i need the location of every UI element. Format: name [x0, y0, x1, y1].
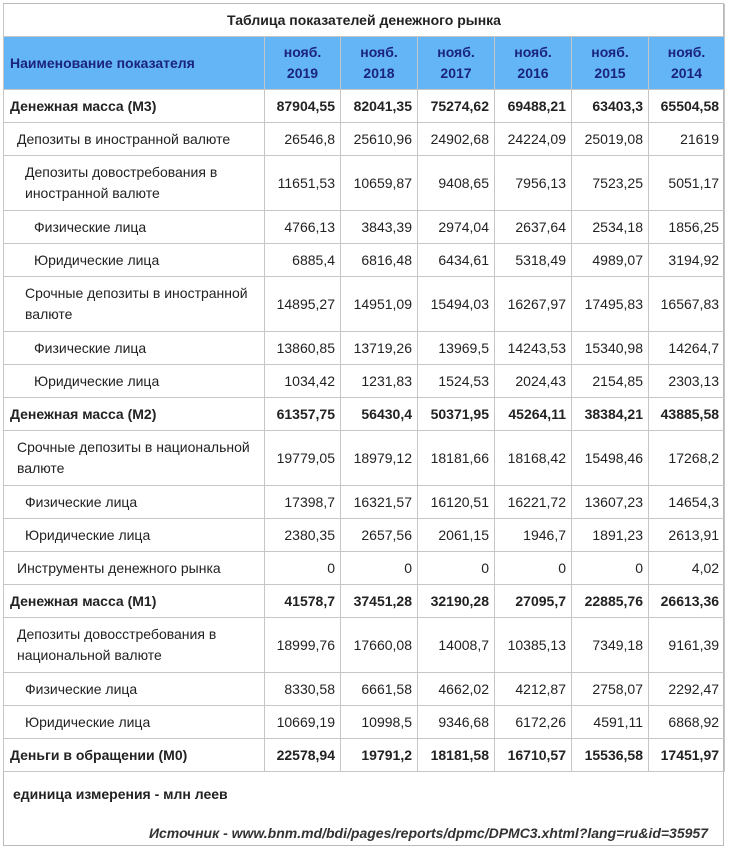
row-value: 13969,5	[418, 332, 495, 365]
row-value: 16221,72	[495, 486, 572, 519]
table-row	[4, 332, 725, 365]
row-value: 7523,25	[572, 156, 649, 211]
row-value: 2758,07	[572, 673, 649, 706]
row-value: 4212,87	[495, 673, 572, 706]
row-value: 0	[341, 552, 418, 585]
row-value: 5318,49	[495, 244, 572, 277]
row-value: 2637,64	[495, 211, 572, 244]
row-label: Депозиты довосстребования в национальной валюте	[4, 618, 265, 673]
header-col-2: нояб. 2018	[341, 37, 418, 90]
table-row	[4, 211, 725, 244]
table-container	[3, 3, 724, 846]
row-value: 26546,8	[265, 123, 341, 156]
row-value: 0	[572, 552, 649, 585]
row-value: 1034,42	[265, 365, 341, 398]
row-value: 45264,11	[495, 398, 572, 431]
row-value: 16120,51	[418, 486, 495, 519]
table-row	[4, 156, 725, 211]
row-value: 17451,97	[649, 739, 725, 772]
row-label: Физические лица	[4, 332, 265, 365]
row-value: 6434,61	[418, 244, 495, 277]
row-label: Юридические лица	[4, 365, 265, 398]
row-value: 6885,4	[265, 244, 341, 277]
row-label: Юридические лица	[4, 706, 265, 739]
row-value: 10385,13	[495, 618, 572, 673]
row-value: 16567,83	[649, 277, 725, 332]
row-value: 17268,2	[649, 431, 725, 486]
row-value: 14951,09	[341, 277, 418, 332]
row-label: Денежная масса (М3)	[4, 90, 265, 123]
table-row	[4, 486, 725, 519]
row-value: 5051,17	[649, 156, 725, 211]
row-value: 2154,85	[572, 365, 649, 398]
row-label: Физические лица	[4, 211, 265, 244]
row-label: Юридические лица	[4, 519, 265, 552]
row-value: 7349,18	[572, 618, 649, 673]
row-value: 18979,12	[341, 431, 418, 486]
row-value: 82041,35	[341, 90, 418, 123]
source-note: Источник - www.bnm.md/bdi/pages/reports/dpmc/DPMC3.xhtml?lang=ru&id=35957	[148, 825, 708, 841]
row-value: 18181,66	[418, 431, 495, 486]
row-value: 14264,7	[649, 332, 725, 365]
row-value: 14895,27	[265, 277, 341, 332]
row-value: 15498,46	[572, 431, 649, 486]
row-value: 2613,91	[649, 519, 725, 552]
row-value: 8330,58	[265, 673, 341, 706]
row-value: 16321,57	[341, 486, 418, 519]
row-value: 2292,47	[649, 673, 725, 706]
header-col-3: нояб. 2017	[418, 37, 495, 90]
table-row	[4, 244, 725, 277]
row-value: 22578,94	[265, 739, 341, 772]
row-value: 24224,09	[495, 123, 572, 156]
header-col-6: нояб. 2014	[649, 37, 725, 90]
row-value: 1946,7	[495, 519, 572, 552]
table-row	[4, 123, 725, 156]
row-value: 17495,83	[572, 277, 649, 332]
row-label: Денежная масса (М1)	[4, 585, 265, 618]
row-label: Физические лица	[4, 486, 265, 519]
table-row	[4, 618, 725, 673]
row-value: 6661,58	[341, 673, 418, 706]
row-value: 4591,11	[572, 706, 649, 739]
table-row	[4, 277, 725, 332]
row-value: 2061,15	[418, 519, 495, 552]
row-value: 6816,48	[341, 244, 418, 277]
row-value: 10669,19	[265, 706, 341, 739]
row-value: 21619	[649, 123, 725, 156]
table-row	[4, 585, 725, 618]
row-value: 3843,39	[341, 211, 418, 244]
row-value: 6868,92	[649, 706, 725, 739]
row-value: 50371,95	[418, 398, 495, 431]
row-value: 61357,75	[265, 398, 341, 431]
row-value: 4989,07	[572, 244, 649, 277]
row-value: 15340,98	[572, 332, 649, 365]
row-value: 65504,58	[649, 90, 725, 123]
row-value: 25019,08	[572, 123, 649, 156]
table-row	[4, 519, 725, 552]
row-value: 15494,03	[418, 277, 495, 332]
table-row	[4, 552, 725, 585]
table-row	[4, 431, 725, 486]
header-col-4: нояб. 2016	[495, 37, 572, 90]
row-label: Депозиты довостребования в иностранной валюте	[4, 156, 265, 211]
row-value: 10659,87	[341, 156, 418, 211]
row-value: 0	[495, 552, 572, 585]
row-label: Денежная масса (М2)	[4, 398, 265, 431]
row-value: 14243,53	[495, 332, 572, 365]
table-row	[4, 365, 725, 398]
header-col-1: нояб. 2019	[265, 37, 341, 90]
row-value: 14008,7	[418, 618, 495, 673]
row-value: 1231,83	[341, 365, 418, 398]
row-label: Юридические лица	[4, 244, 265, 277]
header-indicator-name: Наименование показателя	[4, 37, 265, 90]
row-label: Срочные депозиты в национальной валюте	[4, 431, 265, 486]
row-label: Инструменты денежного рынка	[4, 552, 265, 585]
row-value: 6172,26	[495, 706, 572, 739]
row-value: 16267,97	[495, 277, 572, 332]
row-value: 43885,58	[649, 398, 725, 431]
row-value: 1524,53	[418, 365, 495, 398]
row-value: 37451,28	[341, 585, 418, 618]
row-value: 9408,65	[418, 156, 495, 211]
row-value: 87904,55	[265, 90, 341, 123]
row-label: Физические лица	[4, 673, 265, 706]
row-value: 18181,58	[418, 739, 495, 772]
row-value: 10998,5	[341, 706, 418, 739]
row-label: Срочные депозиты в иностранной валюте	[4, 277, 265, 332]
row-value: 2974,04	[418, 211, 495, 244]
row-value: 24902,68	[418, 123, 495, 156]
row-value: 3194,92	[649, 244, 725, 277]
row-value: 18999,76	[265, 618, 341, 673]
row-value: 17660,08	[341, 618, 418, 673]
row-value: 4766,13	[265, 211, 341, 244]
row-value: 18168,42	[495, 431, 572, 486]
row-label: Деньги в обращении (М0)	[4, 739, 265, 772]
row-value: 2380,35	[265, 519, 341, 552]
table-row	[4, 739, 725, 772]
row-value: 7956,13	[495, 156, 572, 211]
row-label: Депозиты в иностранной валюте	[4, 123, 265, 156]
row-value: 25610,96	[341, 123, 418, 156]
row-value: 1856,25	[649, 211, 725, 244]
row-value: 22885,76	[572, 585, 649, 618]
row-value: 69488,21	[495, 90, 572, 123]
row-value: 26613,36	[649, 585, 725, 618]
row-value: 2303,13	[649, 365, 725, 398]
row-value: 38384,21	[572, 398, 649, 431]
header-col-5: нояб. 2015	[572, 37, 649, 90]
row-value: 56430,4	[341, 398, 418, 431]
row-value: 2534,18	[572, 211, 649, 244]
row-value: 4662,02	[418, 673, 495, 706]
table-row	[4, 90, 725, 123]
table-row	[4, 706, 725, 739]
table-title: Таблица показателей денежного рынка	[4, 4, 725, 37]
table-row	[4, 673, 725, 706]
row-value: 13607,23	[572, 486, 649, 519]
row-value: 75274,62	[418, 90, 495, 123]
unit-note: единица измерения - млн леев	[13, 786, 228, 802]
row-value: 0	[418, 552, 495, 585]
row-value: 9346,68	[418, 706, 495, 739]
row-value: 15536,58	[572, 739, 649, 772]
row-value: 2024,43	[495, 365, 572, 398]
row-value: 11651,53	[265, 156, 341, 211]
row-value: 17398,7	[265, 486, 341, 519]
row-value: 0	[265, 552, 341, 585]
row-value: 27095,7	[495, 585, 572, 618]
row-value: 19779,05	[265, 431, 341, 486]
row-value: 14654,3	[649, 486, 725, 519]
money-market-table	[3, 4, 725, 772]
table-row	[4, 398, 725, 431]
row-value: 13860,85	[265, 332, 341, 365]
row-value: 4,02	[649, 552, 725, 585]
row-value: 32190,28	[418, 585, 495, 618]
row-value: 9161,39	[649, 618, 725, 673]
row-value: 63403,3	[572, 90, 649, 123]
row-value: 41578,7	[265, 585, 341, 618]
row-value: 2657,56	[341, 519, 418, 552]
row-value: 1891,23	[572, 519, 649, 552]
row-value: 16710,57	[495, 739, 572, 772]
row-value: 13719,26	[341, 332, 418, 365]
row-value: 19791,2	[341, 739, 418, 772]
